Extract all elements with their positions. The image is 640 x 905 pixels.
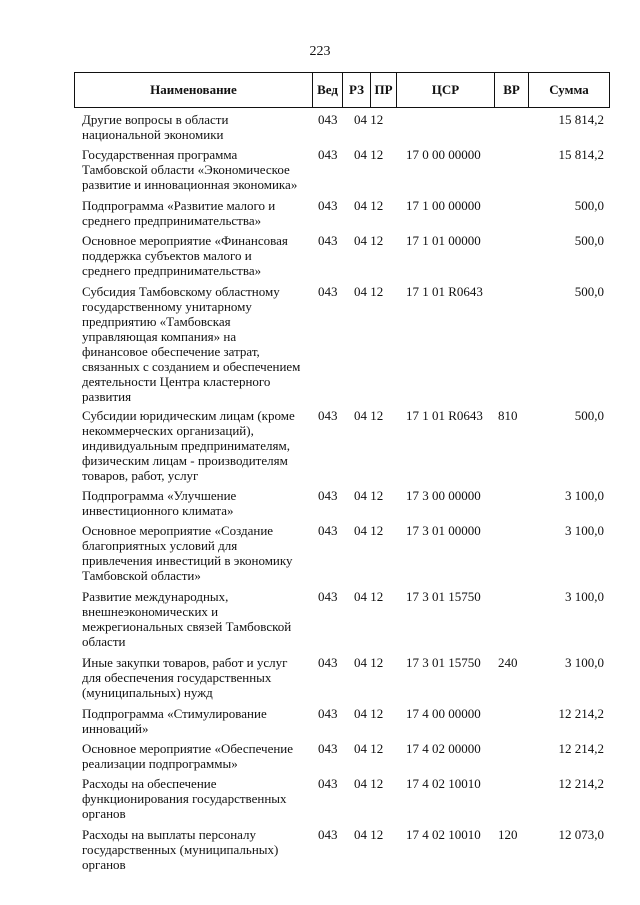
page-number: 223 [309, 44, 331, 59]
row-sum: 12 214,2 [558, 706, 604, 721]
row-sum: 3 100,0 [565, 488, 604, 503]
row-ved: 043 [318, 741, 338, 756]
row-ved: 043 [318, 198, 338, 213]
row-name: Подпрограмма «Стимулирование инноваций» [82, 706, 267, 736]
row-sum: 15 814,2 [558, 147, 604, 162]
row-sum: 3 100,0 [565, 523, 604, 538]
header-csr: ЦСР [397, 73, 495, 107]
table-row [0, 408, 640, 488]
row-ved: 043 [318, 233, 338, 248]
row-sum: 3 100,0 [565, 589, 604, 604]
row-sum: 3 100,0 [565, 655, 604, 670]
row-rz-pr: 04 12 [354, 523, 384, 538]
row-rz-pr: 04 12 [354, 284, 384, 299]
table-row [0, 488, 640, 523]
row-csr: 17 4 02 10010 [406, 827, 481, 842]
row-csr: 17 3 01 00000 [406, 523, 481, 538]
row-ved: 043 [318, 776, 338, 791]
table-row [0, 741, 640, 776]
row-sum: 12 073,0 [558, 827, 604, 842]
header-sum: Сумма [549, 82, 589, 97]
row-name: Государственная программа Тамбовской области «Экономическое развитие и инновационная экономика» [82, 147, 298, 192]
row-name: Основное мероприятие «Создание благоприятных условий для привлечения инвестиций в экономику Тамбовской области» [82, 523, 293, 583]
table-row [0, 112, 640, 147]
table-row [0, 589, 640, 655]
row-name: Расходы на выплаты персоналу государственных (муниципальных) органов [82, 827, 279, 872]
row-csr: 17 1 01 R0643 [406, 284, 483, 299]
row-name: Развитие международных, внешнеэкономических и межрегиональных связей Тамбовской области [82, 589, 292, 649]
row-csr: 17 3 01 15750 [406, 655, 481, 670]
table-row [0, 523, 640, 589]
row-name: Основное мероприятие «Обеспечение реализации подпрограммы» [82, 741, 294, 771]
row-ved: 043 [318, 147, 338, 162]
row-name: Субсидия Тамбовскому областному государственному унитарному предприятию «Тамбовская управляющая компания» на финансовое обеспечение затрат, связанных с созданием и обеспечением деятельности Центра кластерного развития [82, 284, 301, 404]
row-sum: 15 814,2 [558, 112, 604, 127]
row-csr: 17 1 01 R0643 [406, 408, 483, 423]
row-rz-pr: 04 12 [354, 233, 384, 248]
row-sum: 500,0 [574, 198, 604, 213]
row-csr: 17 4 02 00000 [406, 741, 481, 756]
row-name: Иные закупки товаров, работ и услуг для обеспечения государственных (муниципальных) нужд [82, 655, 288, 700]
table-row [0, 198, 640, 233]
table-row [0, 147, 640, 198]
row-rz-pr: 04 12 [354, 589, 384, 604]
header-vr: ВР [495, 73, 529, 107]
row-csr: 17 4 02 10010 [406, 776, 481, 791]
row-csr: 17 3 01 15750 [406, 589, 481, 604]
row-ved: 043 [318, 523, 338, 538]
row-rz-pr: 04 12 [354, 776, 384, 791]
row-ved: 043 [318, 655, 338, 670]
row-csr: 17 0 00 00000 [406, 147, 481, 162]
row-name: Подпрограмма «Развитие малого и среднего предпринимательства» [82, 198, 276, 228]
row-ved: 043 [318, 408, 338, 423]
table-row [0, 827, 640, 878]
row-rz-pr: 04 12 [354, 741, 384, 756]
row-sum: 12 214,2 [558, 776, 604, 791]
row-rz-pr: 04 12 [354, 112, 384, 127]
row-ved: 043 [318, 112, 338, 127]
table-row [0, 284, 640, 408]
row-ved: 043 [318, 706, 338, 721]
row-sum: 500,0 [574, 233, 604, 248]
row-ved: 043 [318, 827, 338, 842]
row-name: Расходы на обеспечение функционирования государственных органов [82, 776, 287, 821]
row-csr: 17 1 01 00000 [406, 233, 481, 248]
row-name: Субсидии юридическим лицам (кроме некоммерческих организаций), индивидуальным предпринимателям, физическим лицам - производителям товаров, работ, услуг [82, 408, 295, 483]
row-ved: 043 [318, 284, 338, 299]
row-rz-pr: 04 12 [354, 198, 384, 213]
header-name: Наименование [75, 73, 313, 107]
header-pr: ПР [371, 73, 397, 107]
row-rz-pr: 04 12 [354, 655, 384, 670]
row-sum: 500,0 [574, 408, 604, 423]
row-name: Подпрограмма «Улучшение инвестиционного климата» [82, 488, 237, 518]
table-row [0, 233, 640, 284]
table-header [74, 72, 610, 108]
table-row [0, 776, 640, 827]
row-ved: 043 [318, 488, 338, 503]
row-name: Основное мероприятие «Финансовая поддержка субъектов малого и среднего предпринимательства» [82, 233, 288, 278]
row-csr: 17 4 00 00000 [406, 706, 481, 721]
row-sum: 12 214,2 [558, 741, 604, 756]
row-vr: 240 [498, 655, 518, 670]
row-rz-pr: 04 12 [354, 827, 384, 842]
row-sum: 500,0 [574, 284, 604, 299]
row-name: Другие вопросы в области национальной экономики [82, 112, 229, 142]
row-ved: 043 [318, 589, 338, 604]
row-csr: 17 1 00 00000 [406, 198, 481, 213]
row-vr: 810 [498, 408, 518, 423]
table-row [0, 706, 640, 741]
row-csr: 17 3 00 00000 [406, 488, 481, 503]
row-rz-pr: 04 12 [354, 408, 384, 423]
row-rz-pr: 04 12 [354, 488, 384, 503]
row-rz-pr: 04 12 [354, 706, 384, 721]
row-rz-pr: 04 12 [354, 147, 384, 162]
table-body [0, 112, 640, 878]
row-vr: 120 [498, 827, 518, 842]
table-row [0, 655, 640, 706]
header-ved: Вед [313, 73, 343, 107]
header-rz: РЗ [343, 73, 371, 107]
